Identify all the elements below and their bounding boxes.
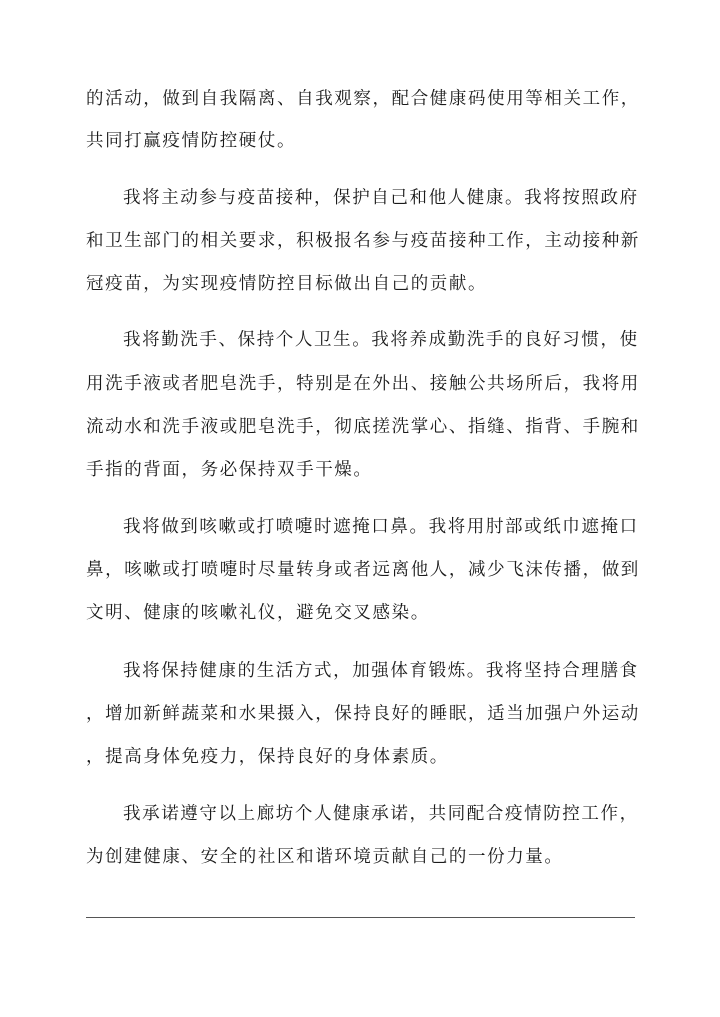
footer-divider <box>86 917 635 918</box>
text-line: 手指的背面，务必保持双手干燥。 <box>86 460 373 480</box>
text-line: ，增加新鲜蔬菜和水果摄入，保持良好的睡眠，适当加强户外运动 <box>86 704 640 724</box>
paragraph-first-line: 我将保持健康的生活方式，加强体育锻炼。我将坚持合理膳食 <box>123 661 639 681</box>
text-line: 为创建健康、安全的社区和谐环境贡献自己的一份力量。 <box>86 847 564 867</box>
paragraph-first-line: 我承诺遵守以上廊坊个人健康承诺，共同配合疫情防控工作， <box>123 804 639 824</box>
text-line: 流动水和洗手液或肥皂洗手，彻底搓洗掌心、指缝、指背、手腕和 <box>86 417 640 437</box>
paragraph-first-line: 我将做到咳嗽或打喷嚏时遮掩口鼻。我将用肘部或纸巾遮掩口 <box>123 517 639 537</box>
paragraph-first-line: 我将主动参与疫苗接种，保护自己和他人健康。我将按照政府 <box>123 188 639 208</box>
text-line: ，提高身体免疫力，保持良好的身体素质。 <box>86 747 449 767</box>
text-line: 和卫生部门的相关要求，积极报名参与疫苗接种工作，主动接种新 <box>86 231 640 251</box>
text-line: 用洗手液或者肥皂洗手，特别是在外出、接触公共场所后，我将用 <box>86 374 640 394</box>
text-line: 鼻，咳嗽或打喷嚏时尽量转身或者远离他人，减少飞沫传播，做到 <box>86 560 640 580</box>
text-line: 的活动，做到自我隔离、自我观察，配合健康码使用等相关工作， <box>86 89 640 109</box>
text-line: 共同打赢疫情防控硬仗。 <box>86 131 297 151</box>
text-line: 文明、健康的咳嗽礼仪，避免交叉感染。 <box>86 603 430 623</box>
paragraph-first-line: 我将勤洗手、保持个人卫生。我将养成勤洗手的良好习惯，使 <box>123 330 639 350</box>
text-line: 冠疫苗，为实现疫情防控目标做出自己的贡献。 <box>86 274 488 294</box>
